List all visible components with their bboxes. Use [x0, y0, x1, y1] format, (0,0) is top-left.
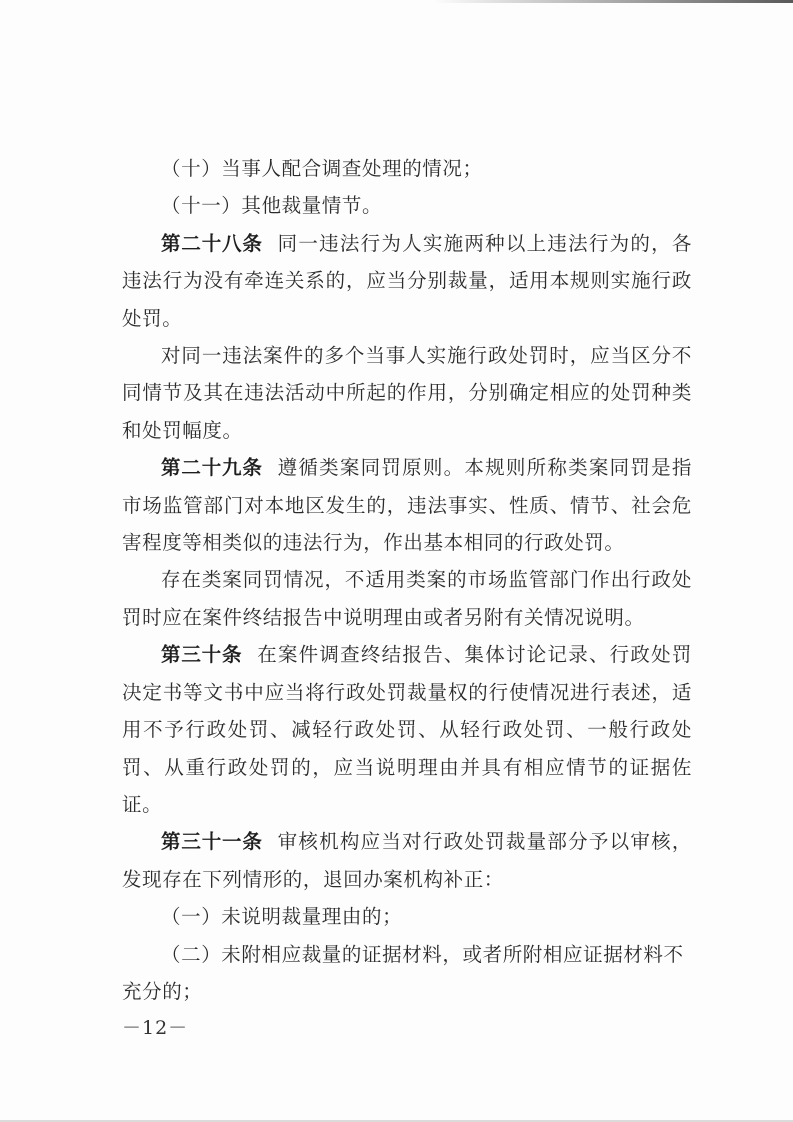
list-item: （十）当事人配合调查处理的情况；	[161, 157, 483, 180]
page-number: －12－	[122, 1017, 189, 1039]
article-text: 同一违法行为人实施两种以上违法行为的，各违法行为没有牵连关系的，应当分别裁量，适用本规则实施行政处罚。	[122, 231, 692, 330]
article-30	[122, 636, 692, 823]
document-body	[122, 150, 692, 1010]
list-item: （一）未说明裁量理由的；	[161, 905, 403, 929]
article-28-paragraph: 对同一违法案件的多个当事人实施行政处罚时，应当区分不同情节及其在违法活动中所起的作用，分别确定相应的处罚种类和处罚幅度。	[122, 344, 692, 442]
list-item: （十一）其他裁量情节。	[161, 194, 383, 218]
article-number: 第二十八条	[161, 231, 263, 255]
article-29-paragraph: 存在类案同罚情况，不适用类案的市场监管部门作出行政处罚时应在案件终结报告中说明理由或者另附有关情况说明。	[122, 568, 692, 629]
article-number: 第二十九条	[161, 456, 263, 480]
article-31	[122, 823, 692, 898]
article-28	[122, 225, 692, 337]
article-text: 遵循类案同罚原则。本规则所称类案同罚是指市场监管部门对本地区发生的，违法事实、性质、情节、社会危害程度等相类似的违法行为，作出基本相同的行政处罚。	[122, 456, 692, 555]
list-item: （二）未附相应裁量的证据材料，或者所附相应证据材料不充分的；	[122, 942, 684, 1003]
article-29	[122, 449, 692, 561]
article-text: 在案件调查终结报告、集体讨论记录、行政处罚决定书等文书中应当将行政处罚裁量权的行使情况进行表述，适用不予行政处罚、减轻行政处罚、从轻行政处罚、一般行政处罚、从重行政处罚的，应当说明理由并具有相应情节的证据佐证。	[122, 643, 692, 816]
scan-edge-top	[433, 0, 793, 3]
article-text: 审核机构应当对行政处罚裁量部分予以审核，发现存在下列情形的，退回办案机构补正：	[122, 830, 692, 891]
article-number: 第三十一条	[161, 830, 263, 854]
article-number: 第三十条	[161, 643, 243, 667]
